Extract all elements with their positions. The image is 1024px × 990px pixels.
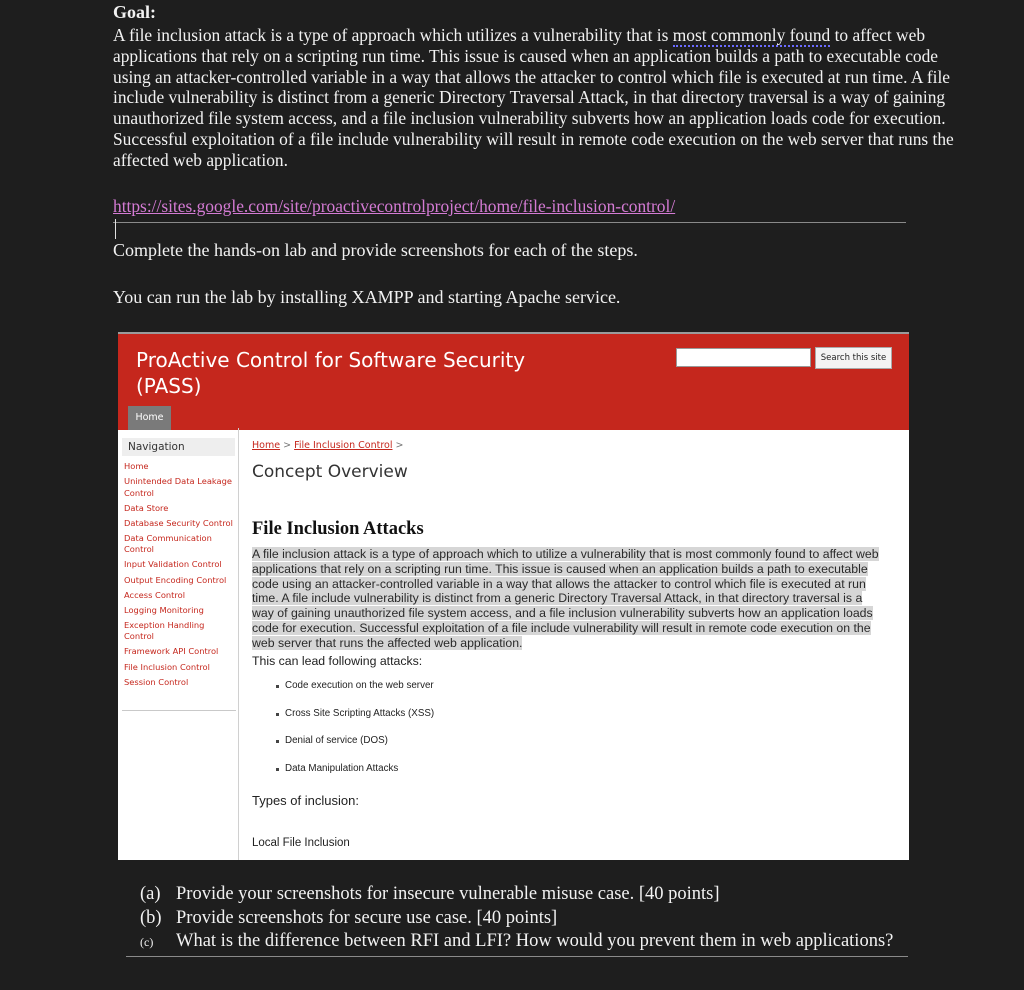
sidebar-item-access-control[interactable]: Access Control (124, 589, 186, 600)
embedded-screenshot (118, 332, 909, 860)
sidebar-item-logging-monitoring[interactable]: Logging Monitoring (124, 604, 204, 615)
local-file-inclusion-heading: Local File Inclusion (252, 837, 350, 849)
page-title: Concept Overview (252, 462, 408, 482)
instruction-run-lab: You can run the lab by installing XAMPP and starting Apache service. (113, 287, 621, 307)
question-a-label: (a) (140, 884, 161, 904)
question-c-text: What is the difference between RFI and LFI? How would you prevent them in web applications? (176, 931, 894, 951)
document-page (4, 0, 1020, 990)
goal-paragraph (113, 25, 958, 171)
goal-heading: Goal: (113, 2, 156, 22)
attacks-lead: This can lead following attacks: (252, 654, 423, 668)
sidebar-item-output-encoding[interactable]: Output Encoding Control (124, 574, 227, 585)
instruction-complete-lab: Complete the hands-on lab and provide screenshots for each of the steps. (113, 240, 638, 260)
sidebar-item-session-control[interactable]: Session Control (124, 676, 189, 687)
sidebar (118, 428, 239, 860)
question-b-text: Provide screenshots for secure use case. [40 points] (176, 907, 558, 928)
divider-line (113, 222, 906, 223)
question-c (140, 930, 1000, 955)
search-input[interactable] (676, 348, 811, 367)
top-nav (118, 406, 909, 430)
sidebar-item-database-security[interactable]: Database Security Control (124, 517, 233, 528)
bottom-divider (126, 956, 908, 957)
list-item: Data Manipulation Attacks (276, 763, 434, 791)
question-b (140, 907, 1000, 931)
section-title: File Inclusion Attacks (252, 519, 424, 539)
goal-text-part2: to affect web applications that rely on a scripting run time. This issue is caused when an application builds a path to executable code using an attacker-controlled variable in a way that allows the attacker to control which file is executed at run time. A file include vulnerability is distinct from a generic Directory Traversal Attack, in that directory traversal is a way of gaining unauthorized file system access, and a file inclusion vulnerability subverts how an application loads code for execution. Successful exploitation of a file include vulnerability will result in remote code execution on the web server that runs the affected web application. (113, 25, 954, 170)
sidebar-item-data-store[interactable]: Data Store (124, 502, 169, 513)
sidebar-item-file-inclusion[interactable]: File Inclusion Control (124, 661, 210, 672)
goal-text-part1: A file inclusion attack is a type of approach which utilizes a vulnerability that is (113, 25, 673, 45)
question-b-label: (b) (140, 907, 162, 928)
lab-link[interactable]: https://sites.google.com/site/proactivecontrolproject/home/file-inclusion-control/ (113, 196, 676, 216)
site-header (118, 332, 909, 430)
list-item: Cross Site Scripting Attacks (XSS) (276, 708, 434, 736)
nav-list (124, 461, 236, 692)
site-title[interactable]: ProActive Control for Software Security (PASS) (136, 348, 526, 398)
breadcrumb-separator-trailing: > (395, 440, 404, 451)
navigation-heading: Navigation (122, 438, 235, 456)
sidebar-item-framework-api[interactable]: Framework API Control (124, 646, 219, 657)
breadcrumb-home[interactable]: Home (252, 440, 281, 451)
types-heading: Types of inclusion: (252, 793, 359, 808)
list-item: Denial of service (DOS) (276, 735, 434, 763)
sidebar-item-exception-handling[interactable]: Exception Handling Control (124, 619, 205, 642)
tab-home[interactable]: Home (128, 406, 171, 430)
sidebar-divider (122, 710, 236, 711)
main-content (252, 428, 902, 860)
sidebar-item-input-validation[interactable]: Input Validation Control (124, 559, 222, 570)
question-a (140, 883, 1000, 907)
search-button[interactable]: Search this site (815, 347, 892, 369)
highlighted-paragraph (252, 547, 882, 651)
breadcrumb-separator: > (283, 440, 292, 451)
breadcrumb-file-inclusion[interactable]: File Inclusion Control (294, 440, 393, 451)
breadcrumb (252, 440, 404, 451)
selected-text[interactable]: A file inclusion attack is a type of approach which to utilize a vulnerability that is most commonly found to affect web applications that rely on a scripting run time. This issue is caused when an application builds a path to executable code using an attacker-controlled variable in a way that allows the attacker to control which file is executed at run time. A file include vulnerability is distinct from a generic Directory Traversal Attack, in that directory traversal is a way of gaining unauthorized file system access, and a file inclusion vulnerability subverts how an application loads code for execution. Successful exploitation of a file include vulnerability will result in remote code execution on the web server that runs the affected web application. (252, 547, 879, 650)
text-cursor (115, 219, 116, 239)
spellcheck-flagged-text[interactable]: most commonly found (672, 25, 831, 45)
sidebar-item-unintended-data-leakage[interactable]: Unintended Data Leakage Control (124, 476, 233, 498)
questions (140, 883, 1000, 955)
list-item: Code execution on the web server (276, 680, 434, 708)
question-c-label: (c) (140, 935, 154, 949)
attack-list (276, 680, 434, 790)
question-a-text: Provide your screenshots for insecure vulnerable misuse case. [40 points] (176, 884, 720, 904)
sidebar-item-data-communication[interactable]: Data Communication Control (124, 532, 212, 555)
sidebar-item-home[interactable]: Home (124, 461, 149, 471)
